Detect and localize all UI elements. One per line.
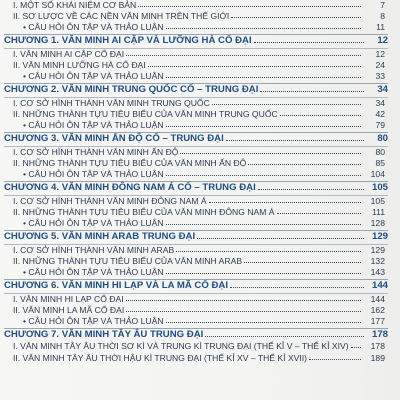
toc-item[interactable] [13, 60, 385, 70]
toc-item[interactable] [13, 341, 385, 351]
toc-item[interactable] [13, 98, 385, 108]
leader-dots [148, 66, 361, 67]
toc-item-page: 104 [370, 169, 385, 180]
chapter-title: CHƯƠNG 7. VĂN MINH TÂY ÂU TRUNG ĐẠI [4, 329, 204, 341]
toc-item[interactable] [13, 353, 385, 363]
toc-item-page: 111 [371, 207, 385, 218]
toc-item-label: I. VĂN MINH HI LẠP CỔ ĐẠI [13, 294, 124, 304]
leader-dots [248, 164, 361, 165]
toc-item-page: 178 [370, 341, 385, 352]
chapter-heading[interactable] [4, 133, 388, 144]
toc-item[interactable] [23, 71, 385, 81]
toc-item-label: I. CƠ SỞ HÌNH THÀNH VĂN MINH ẤN ĐỘ [13, 147, 179, 157]
chapter-page: 34 [377, 84, 388, 96]
leader-dots [205, 336, 364, 337]
toc-item[interactable] [13, 245, 385, 255]
toc-item-page: 33 [375, 71, 385, 82]
toc-item[interactable] [13, 196, 385, 206]
leader-dots [260, 91, 364, 92]
leader-dots [166, 273, 361, 274]
toc-item-label: • CÂU HỎI ÔN TẬP VÀ THẢO LUẬN [23, 267, 164, 278]
toc-item-label: I. CƠ SỞ HÌNH THÀNH VĂN MINH ARAB [13, 245, 175, 255]
chapter-heading[interactable] [4, 84, 388, 95]
chapter-title: CHƯƠNG 1. VĂN MINH AI CẬP VÀ LƯỠNG HÀ CỔ ĐẠI [4, 35, 252, 47]
chapter-page: 80 [377, 133, 388, 145]
toc-item[interactable] [13, 11, 385, 21]
toc-item[interactable] [13, 294, 385, 304]
toc-item-page: 132 [370, 256, 385, 267]
toc-item-page: 42 [375, 109, 385, 120]
leader-dots [126, 300, 361, 301]
toc-item-label: II. NHỮNG THÀNH TỰU TIÊU BIỂU CỦA VĂN MINH ẤN ĐỘ [13, 158, 247, 169]
leader-dots [244, 262, 361, 263]
toc-item-page: 162 [370, 305, 385, 316]
toc-item-label: I. VĂN MINH AI CẬP CỔ ĐẠI [13, 49, 125, 59]
toc-item-page: 85 [375, 158, 385, 169]
chapter-page: 105 [371, 182, 388, 194]
leader-dots [180, 153, 361, 154]
leader-dots [309, 359, 361, 360]
toc-item-label: II. SƠ LƯỢC VỀ CÁC NỀN VĂN MINH TRÊN THẾ GIỚI [13, 11, 230, 22]
toc-item-label: • CÂU HỎI ÔN TẬP VÀ THẢO LUẬN [23, 316, 164, 327]
chapter-page: 12 [377, 35, 388, 47]
toc-item-label: I. VĂN MINH TÂY ÂU THỜI SƠ KÌ VÀ TRUNG KÌ TRUNG ĐẠI (THẾ KỈ V – THẾ KỈ XIV) [13, 341, 349, 352]
toc-item-label: I. CƠ SỞ HÌNH THÀNH VĂN MINH ĐÔNG NAM Á [13, 196, 207, 206]
toc-item-page: 34 [375, 98, 385, 108]
leader-dots [166, 28, 361, 29]
toc-item[interactable] [13, 305, 385, 315]
toc-item-label: II. NHỮNG THÀNH TỰU TIÊU BIỂU CỦA VĂN MINH ARAB [13, 256, 243, 267]
leader-dots [231, 17, 361, 18]
toc-item-page: 105 [370, 196, 385, 206]
toc-item-page: 177 [370, 316, 385, 327]
leader-dots [212, 104, 361, 105]
chapter-heading[interactable] [4, 329, 388, 340]
leader-dots [176, 251, 361, 252]
leader-dots [126, 55, 361, 56]
leader-dots [226, 140, 364, 141]
leader-dots [230, 287, 364, 288]
chapter-title: CHƯƠNG 2. VĂN MINH TRUNG QUỐC CỔ – TRUNG ĐẠI [4, 84, 259, 96]
toc-item[interactable] [13, 158, 385, 168]
chapter-page: 178 [371, 329, 388, 341]
leader-dots [166, 322, 361, 323]
toc-item-label: II. NHỮNG THÀNH TỰU TIÊU BIỂU CỦA VĂN MINH ĐÔNG NAM Á [13, 207, 275, 218]
toc-item[interactable] [23, 22, 385, 32]
chapter-title: CHƯƠNG 5. VĂN MINH ARAB TRUNG ĐẠI [4, 231, 196, 243]
toc-item-label: • CÂU HỎI ÔN TẬP VÀ THẢO LUẬN [23, 22, 164, 33]
chapter-title: CHƯƠNG 3. VĂN MINH ẤN ĐỘ CỔ – TRUNG ĐẠI [4, 133, 224, 145]
toc-item-page: 143 [370, 267, 385, 278]
toc-item-page: 8 [380, 11, 385, 22]
leader-dots [197, 238, 364, 239]
chapter-heading[interactable] [4, 280, 388, 291]
toc-item[interactable] [23, 218, 385, 228]
toc-item-label: • CÂU HỎI ÔN TẬP VÀ THẢO LUẬN [23, 169, 164, 180]
toc-item-label: I. CƠ SỞ HÌNH THÀNH VĂN MINH TRUNG QUỐC [13, 98, 210, 108]
toc-item-page: 144 [370, 294, 385, 304]
leader-dots [166, 126, 361, 127]
toc-item-label: II. VĂN MINH TÂY ÂU THỜI HẬU KÌ TRUNG ĐẠI (THẾ KỈ XV – THẾ KỈ XVII) [13, 352, 308, 363]
toc-item-page: 128 [370, 218, 385, 229]
toc-item-label: • CÂU HỎI ÔN TẬP VÀ THẢO LUẬN [23, 218, 164, 229]
leader-dots [138, 6, 361, 7]
leader-dots [209, 202, 361, 203]
toc-item[interactable] [13, 256, 385, 266]
chapter-title: CHƯƠNG 4. VĂN MINH ĐÔNG NAM Á CỔ – TRUNG ĐẠI [4, 182, 256, 194]
toc-item[interactable] [23, 169, 385, 179]
toc-item-label: • CÂU HỎI ÔN TẬP VÀ THẢO LUẬN [23, 71, 164, 82]
toc-item-page: 80 [375, 147, 385, 157]
chapter-heading[interactable] [4, 182, 388, 193]
toc-item-page: 189 [370, 352, 385, 363]
toc-item-label: II. VĂN MINH LƯỠNG HÀ CỔ ĐẠI [13, 60, 146, 71]
leader-dots [166, 77, 361, 78]
leader-dots [277, 213, 361, 214]
toc-item[interactable] [23, 316, 385, 326]
toc-item-label: II. NHỮNG THÀNH TỰU TIÊU BIỂU CỦA VĂN MINH TRUNG QUỐC [13, 109, 278, 120]
toc-item-page: 24 [375, 60, 385, 71]
leader-dots [351, 347, 361, 348]
toc-item-label: I. MỘT SỐ KHÁI NIỆM CƠ BẢN [13, 0, 137, 10]
toc-item[interactable] [23, 267, 385, 277]
leader-dots [280, 115, 361, 116]
toc-item[interactable] [13, 147, 385, 157]
toc-item[interactable] [13, 49, 385, 59]
chapter-heading[interactable] [4, 231, 388, 242]
toc-item-page: 129 [370, 245, 385, 255]
toc-item-page: 7 [380, 0, 385, 10]
toc-item-page: 79 [375, 120, 385, 131]
chapter-title: CHƯƠNG 6. VĂN MINH HI LẠP VÀ LA MÃ CỔ ĐẠI [4, 280, 229, 292]
toc-item[interactable] [13, 109, 385, 119]
leader-dots [126, 311, 361, 312]
leader-dots [258, 189, 364, 190]
toc-item-page: 11 [376, 22, 385, 33]
chapter-page: 144 [371, 280, 388, 292]
chapter-heading[interactable] [4, 35, 388, 46]
toc-item[interactable] [13, 0, 385, 10]
toc-item-label: • CÂU HỎI ÔN TẬP VÀ THẢO LUẬN [23, 120, 164, 131]
leader-dots [166, 175, 361, 176]
toc-item[interactable] [23, 120, 385, 130]
toc-item[interactable] [13, 207, 385, 217]
toc-item-page: 12 [375, 49, 385, 59]
leader-dots [166, 224, 361, 225]
leader-dots [254, 42, 364, 43]
chapter-page: 129 [371, 231, 388, 243]
toc-item-label: II. VĂN MINH LA MÃ CỔ ĐẠI [13, 305, 125, 316]
